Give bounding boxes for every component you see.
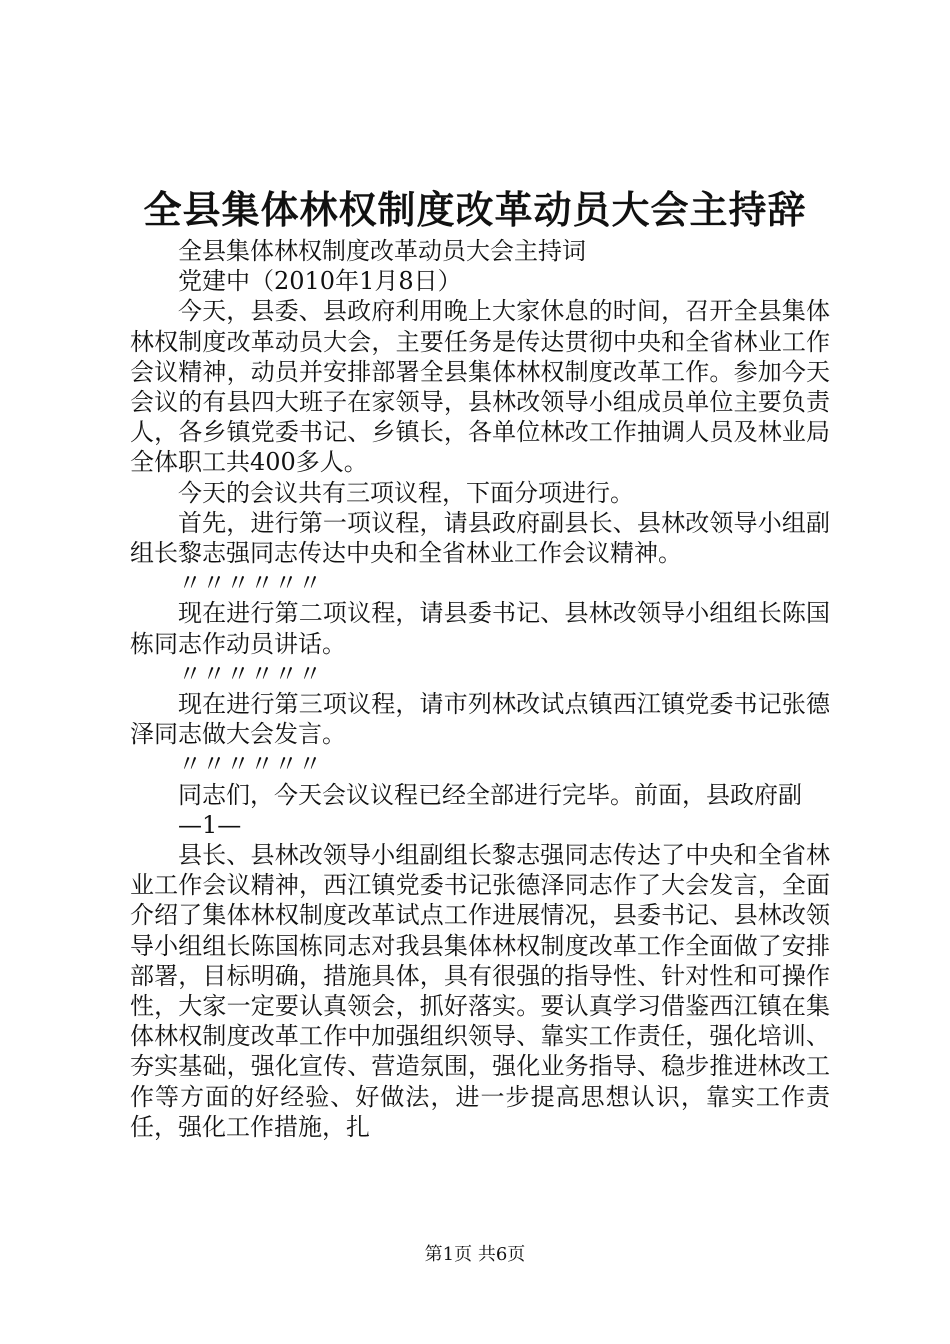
paragraph-item-three: 现在进行第三项议程，请市列林改试点镇西江镇党委书记张德泽同志做大会发言。: [130, 690, 830, 749]
paragraph-closing-body: 县长、县林改领导小组副组长黎志强同志传达了中央和全省林业工作会议精神，西江镇党委书记张德泽同志作了大会发言，全面介绍了集体林权制度改革试点工作进展情况，县委书记、县林改领导小组组长陈国栋同志对我县集体林权制度改革工作全面做了安排部署，目标明确，措施具体，具有很强的指导性、针对性和可操作性，大家一定要认真领会，抓好落实。要认真学习借鉴西江镇在集体林权制度改革工作中加强组织领导、靠实工作责任，强化培训、夯实基础，强化宣传、营造氛围，强化业务指导、稳步推进林改工作等方面的好经验、好做法，进一步提高思想认识，靠实工作责任，强化工作措施，扎: [130, 841, 830, 1141]
inline-page-number: —1—: [178, 810, 242, 839]
paragraph-ditto-marks: 〃〃〃〃〃〃: [178, 750, 322, 779]
paragraph-item-one: 首先，进行第一项议程，请县政府副县长、县林改领导小组副组长黎志强同志传达中央和全省林业工作会议精神。: [130, 508, 830, 568]
paragraph-agenda: 今天的会议共有三项议程，下面分项进行。: [178, 478, 634, 507]
paragraph-closing-start: 同志们，今天会议议程已经全部进行完毕。前面，县政府副: [178, 780, 802, 809]
paragraph-author-date: 党建中（2010年1月8日）: [178, 267, 462, 296]
paragraph-item-two: 现在进行第二项议程，请县委书记、县林改领导小组组长陈国栋同志作动员讲话。: [130, 599, 830, 658]
paragraph-ditto-marks: 〃〃〃〃〃〃: [178, 569, 322, 598]
document-title: 全县集体林权制度改革动员大会主持辞: [143, 187, 807, 232]
page-footer: 第1页 共6页: [424, 1244, 526, 1265]
paragraph-subtitle: 全县集体林权制度改革动员大会主持词: [178, 237, 586, 265]
paragraph-opening: 今天，县委、县政府利用晚上大家休息的时间，召开全县集体林权制度改革动员大会，主要任务是传达贯彻中央和全省林业工作会议精神，动员并安排部署全县集体林权制度改革工作。参加今天会议的有县四大班子在家领导，县林改领导小组成员单位主要负责人，各乡镇党委书记、乡镇长，各单位林改工作抽调人员及林业局全体职工共400多人。: [130, 297, 830, 477]
document-body: [130, 236, 830, 1142]
paragraph-ditto-marks: 〃〃〃〃〃〃: [178, 659, 322, 688]
